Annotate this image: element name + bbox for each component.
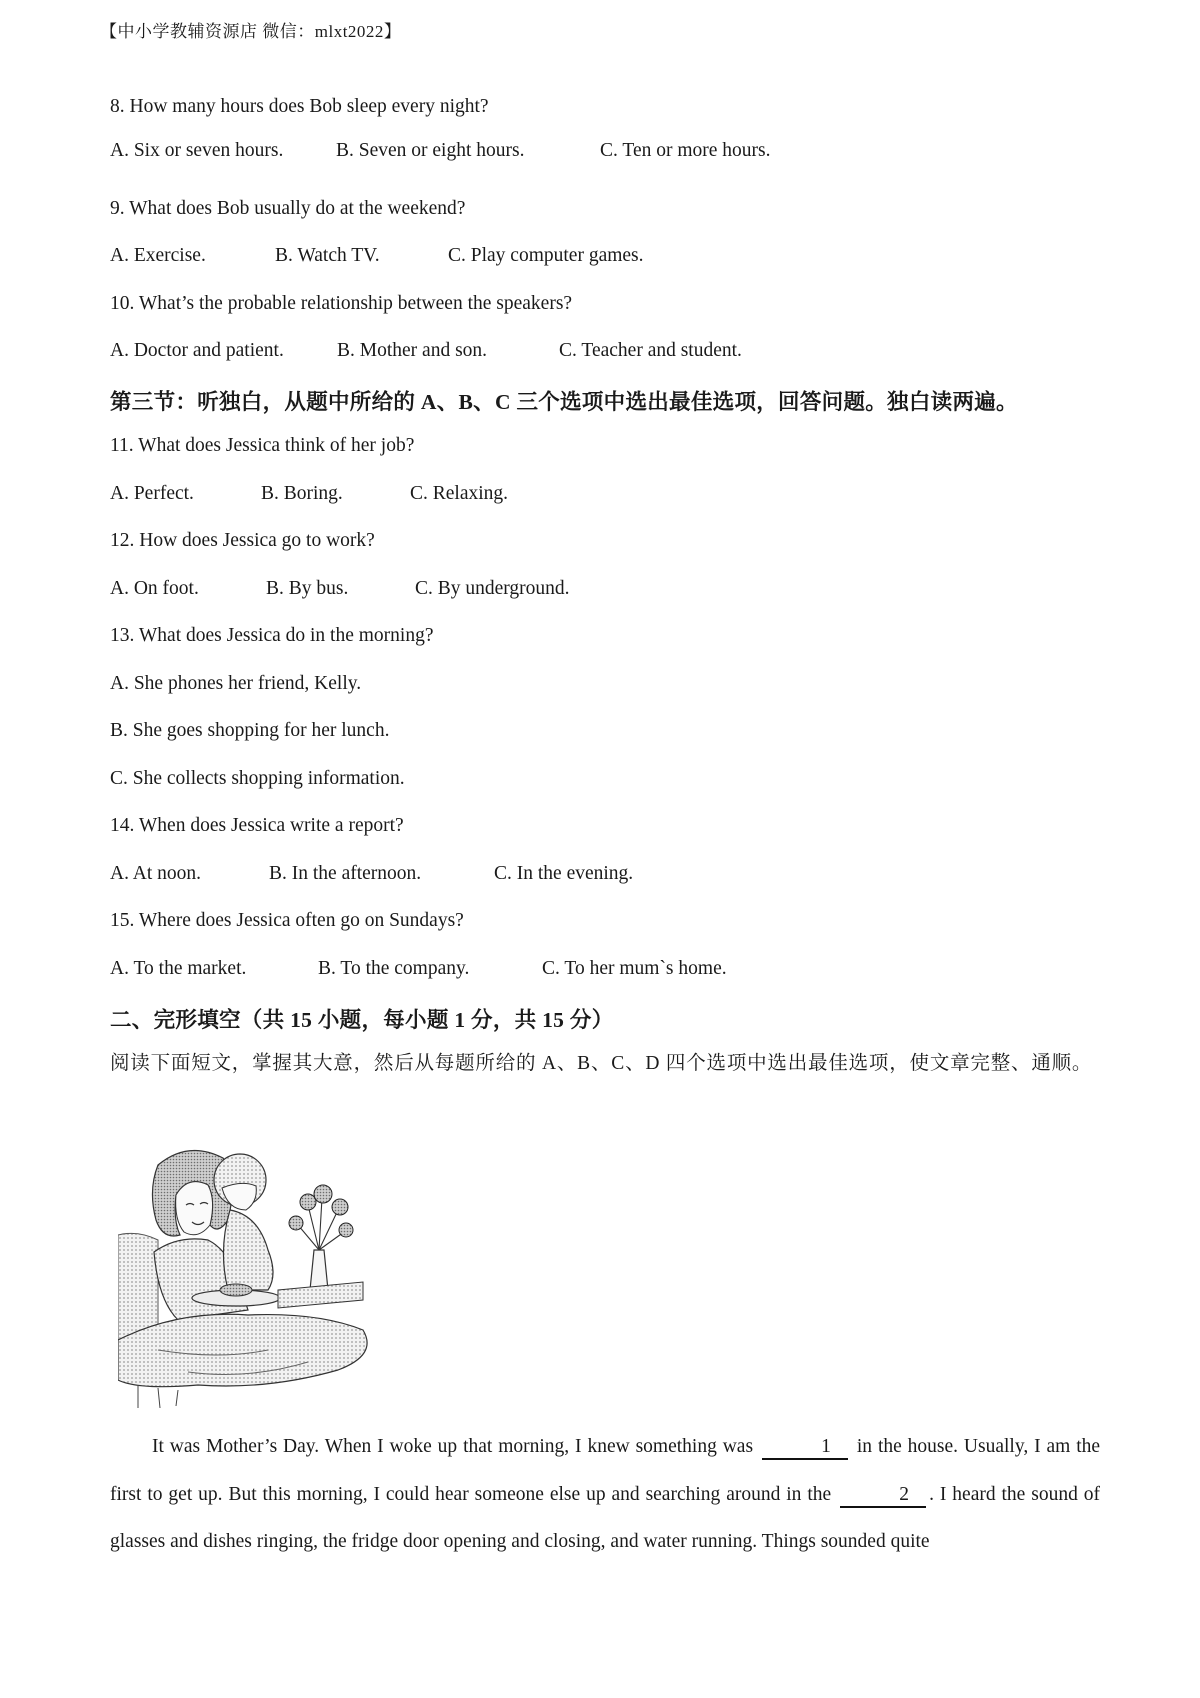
- passage-segment-3: . I heard the sound of glasses and dishes ringing, the fridge door opening and closing, and water running. Things sounded quite: [110, 1483, 1101, 1552]
- option-b: B. In the afternoon.: [269, 863, 422, 884]
- option-a: A. To the market.: [110, 958, 247, 979]
- question-15-options: [110, 958, 727, 980]
- option-a: A. Perfect.: [110, 483, 194, 504]
- option-b: B. Mother and son.: [337, 340, 488, 361]
- question-14: 14. When does Jessica write a report?: [110, 815, 404, 836]
- question-12-options: [110, 578, 570, 600]
- question-12: 12. How does Jessica go to work?: [110, 530, 375, 551]
- question-10: 10. What’s the probable relationship between the speakers?: [110, 293, 573, 314]
- question-13-option-b: B. She goes shopping for her lunch.: [110, 720, 390, 741]
- blank-2: 2: [840, 1484, 926, 1508]
- question-13-option-c: C. She collects shopping information.: [110, 768, 405, 789]
- part-2-instruction: 阅读下面短文，掌握其大意，然后从每题所给的 A、B、C、D 四个选项中选出最佳选项，使文章完整、通顺。: [110, 1053, 1093, 1074]
- blank-1: 1: [762, 1436, 848, 1460]
- question-10-options: [110, 340, 742, 362]
- option-c: C. Ten or more hours.: [600, 140, 771, 161]
- question-9-options: [110, 245, 644, 267]
- option-b: B. To the company.: [318, 958, 470, 979]
- part-2-title: 二、完形填空（共 15 小题，每小题 1 分，共 15 分）: [110, 1008, 614, 1032]
- option-c: C. By underground.: [415, 578, 570, 599]
- option-c: C. Relaxing.: [410, 483, 509, 504]
- mother-child-illustration: [118, 1140, 380, 1410]
- option-b: B. By bus.: [266, 578, 349, 599]
- cloze-passage: [110, 1423, 1100, 1566]
- option-a: A. At noon.: [110, 863, 202, 884]
- question-11: 11. What does Jessica think of her job?: [110, 435, 415, 456]
- option-b: B. Boring.: [261, 483, 343, 504]
- option-b: B. Seven or eight hours.: [336, 140, 525, 161]
- option-a: A. Six or seven hours.: [110, 140, 284, 161]
- question-11-options: [110, 483, 508, 505]
- question-8: 8. How many hours does Bob sleep every night?: [110, 96, 489, 117]
- question-15: 15. Where does Jessica often go on Sundays?: [110, 910, 464, 931]
- option-c: C. Play computer games.: [448, 245, 644, 266]
- option-c: C. To her mum`s home.: [542, 958, 727, 979]
- question-13: 13. What does Jessica do in the morning?: [110, 625, 434, 646]
- passage-segment-2: in the house. Usually, I am the first to get up. But this morning, I could hear someone else up and searching around in the: [110, 1436, 1101, 1505]
- question-13-option-a: A. She phones her friend, Kelly.: [110, 673, 362, 694]
- page-header: 【中小学教辅资源店 微信：mlxt2022】: [100, 22, 402, 41]
- option-a: A. On foot.: [110, 578, 199, 599]
- option-c: C. Teacher and student.: [559, 340, 742, 361]
- question-9: 9. What does Bob usually do at the weekend?: [110, 198, 466, 219]
- question-14-options: [110, 863, 633, 885]
- passage-segment-1: It was Mother’s Day. When I woke up that morning, I knew something was: [152, 1436, 754, 1457]
- option-a: A. Exercise.: [110, 245, 206, 266]
- option-c: C. In the evening.: [494, 863, 634, 884]
- section-3-title: 第三节：听独白，从题中所给的 A、B、C 三个选项中选出最佳选项，回答问题。独白读两遍。: [110, 390, 1018, 414]
- question-8-options: [110, 140, 771, 162]
- option-a: A. Doctor and patient.: [110, 340, 284, 361]
- option-b: B. Watch TV.: [275, 245, 380, 266]
